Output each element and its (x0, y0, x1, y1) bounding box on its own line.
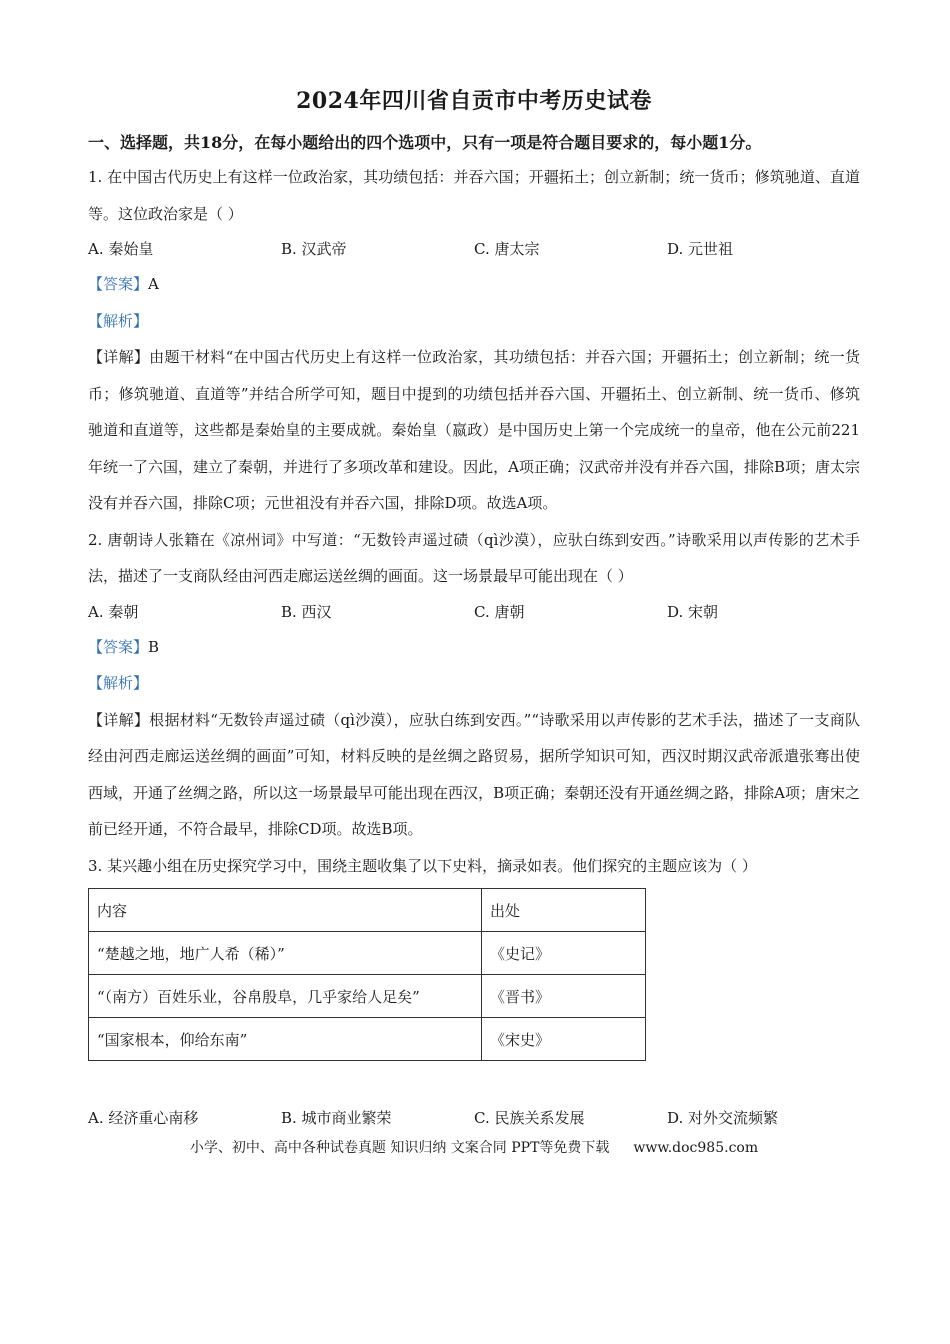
analysis-tag: 【解析】 (88, 674, 149, 692)
source-table (88, 888, 646, 1061)
detail-tag: 【详解】 (88, 348, 150, 366)
option-c: C. 民族关系发展 (474, 1109, 585, 1127)
answer-value: A (148, 275, 159, 293)
answer-tag: 【答案】 (88, 275, 149, 293)
question-1-options (88, 232, 860, 266)
table-cell-source: 《宋史》 (482, 1018, 646, 1061)
option-c: C. 唐太宗 (474, 240, 540, 258)
question-1-answer (88, 266, 860, 303)
option-c: C. 唐朝 (474, 602, 525, 621)
question-2-analysis (88, 665, 860, 702)
option-d: D. 对外交流频繁 (667, 1109, 779, 1127)
detail-text: 根据材料“无数铃声遥过碛（qì沙漠），应驮白练到安西。”“诗歌采用以声传影的艺术手法，描述了一支商队经由河西走廊运送丝绸的画面”可知，材料反映的是丝绸之路贸易，据所学知识可知，西汉时期汉武帝派遣张骞出使西域，开通了丝绸之路，所以这一场景最早可能出现在西汉，B项正确；秦朝还没有开通丝绸之路，排除A项；唐宋之前已经开通，不符合最早，排除CD项。故选B项。 (88, 710, 860, 838)
option-a: A. 经济重心南移 (88, 1109, 199, 1127)
analysis-tag: 【解析】 (88, 311, 149, 330)
option-b: B. 汉武帝 (281, 240, 347, 258)
table-header-row (89, 889, 646, 932)
table-row (89, 1018, 646, 1061)
table-row (89, 932, 646, 975)
table-header-source: 出处 (482, 889, 646, 932)
document-page (88, 80, 860, 1157)
option-b: B. 西汉 (281, 602, 332, 621)
question-3-stem: 3. 某兴趣小组在历史探究学习中，围绕主题收集了以下史料，摘录如表。他们探究的主题应该为（ ） (88, 856, 757, 875)
section-heading: 一、选择题，共18分，在每小题给出的四个选项中，只有一项是符合题目要求的，每小题1分。 (88, 133, 762, 152)
option-d: D. 元世祖 (667, 240, 734, 258)
question-3-options (88, 1101, 860, 1135)
table-header-content: 内容 (89, 889, 482, 932)
option-a: A. 秦朝 (88, 602, 139, 621)
footer-text: 小学、初中、高中各种试卷真题 知识归纳 文案合同 PPT等免费下载 (189, 1140, 610, 1156)
option-a: A. 秦始皇 (88, 240, 154, 258)
question-1-analysis (88, 303, 860, 340)
table-cell-source: 《晋书》 (482, 975, 646, 1018)
option-d: D. 宋朝 (667, 602, 719, 621)
table-cell-content: “（南方）百姓乐业，谷帛殷阜，几乎家给人足矣” (89, 975, 482, 1018)
table-row (89, 975, 646, 1018)
question-2-answer (88, 629, 860, 666)
table-cell-content: “国家根本，仰给东南” (89, 1018, 482, 1061)
detail-text: 由题干材料“在中国古代历史上有这样一位政治家，其功绩包括：并吞六国；开疆拓土；创立新制；统一货币；修筑驰道、直道等”并结合所学可知，题目中提到的功绩包括并吞六国、开疆拓土、创立新制、统一货币、修筑驰道和直道等，这些都是秦始皇的主要成就。秦始皇（嬴政）是中国历史上第一个完成统一的皇帝，他在公元前221年统一了六国，建立了秦朝，并进行了多项改革和建设。因此，A项正确；汉武帝并没有并吞六国，排除B项；唐太宗没有并吞六国，排除C项；元世祖没有并吞六国，排除D项。故选A项。 (88, 348, 860, 512)
footer-url[interactable]: www.doc985.com (633, 1140, 759, 1156)
question-1-detail (88, 339, 860, 522)
table-cell-source: 《史记》 (482, 932, 646, 975)
page-title: 2024年四川省自贡市中考历史试卷 (296, 88, 652, 114)
question-2-stem: 2. 唐朝诗人张籍在《凉州词》中写道：“无数铃声遥过碛（qì沙漠），应驮白练到安西。”诗歌采用以声传影的艺术手法，描述了一支商队经由河西走廊运送丝绸的画面。这一场景最早可能出现在（ ） (88, 530, 860, 585)
answer-tag: 【答案】 (88, 637, 149, 656)
option-b: B. 城市商业繁荣 (281, 1109, 392, 1127)
table-cell-content: “楚越之地，地广人希（稀）” (89, 932, 482, 975)
footer-banner (88, 1137, 860, 1157)
question-2-detail (88, 702, 860, 848)
detail-tag: 【详解】 (88, 710, 150, 729)
question-1-stem: 1. 在中国古代历史上有这样一位政治家，其功绩包括：并吞六国；开疆拓土；创立新制；统一货币；修筑驰道、直道等。这位政治家是（ ） (88, 168, 860, 223)
question-2-options (88, 595, 860, 629)
answer-value: B (148, 637, 160, 656)
